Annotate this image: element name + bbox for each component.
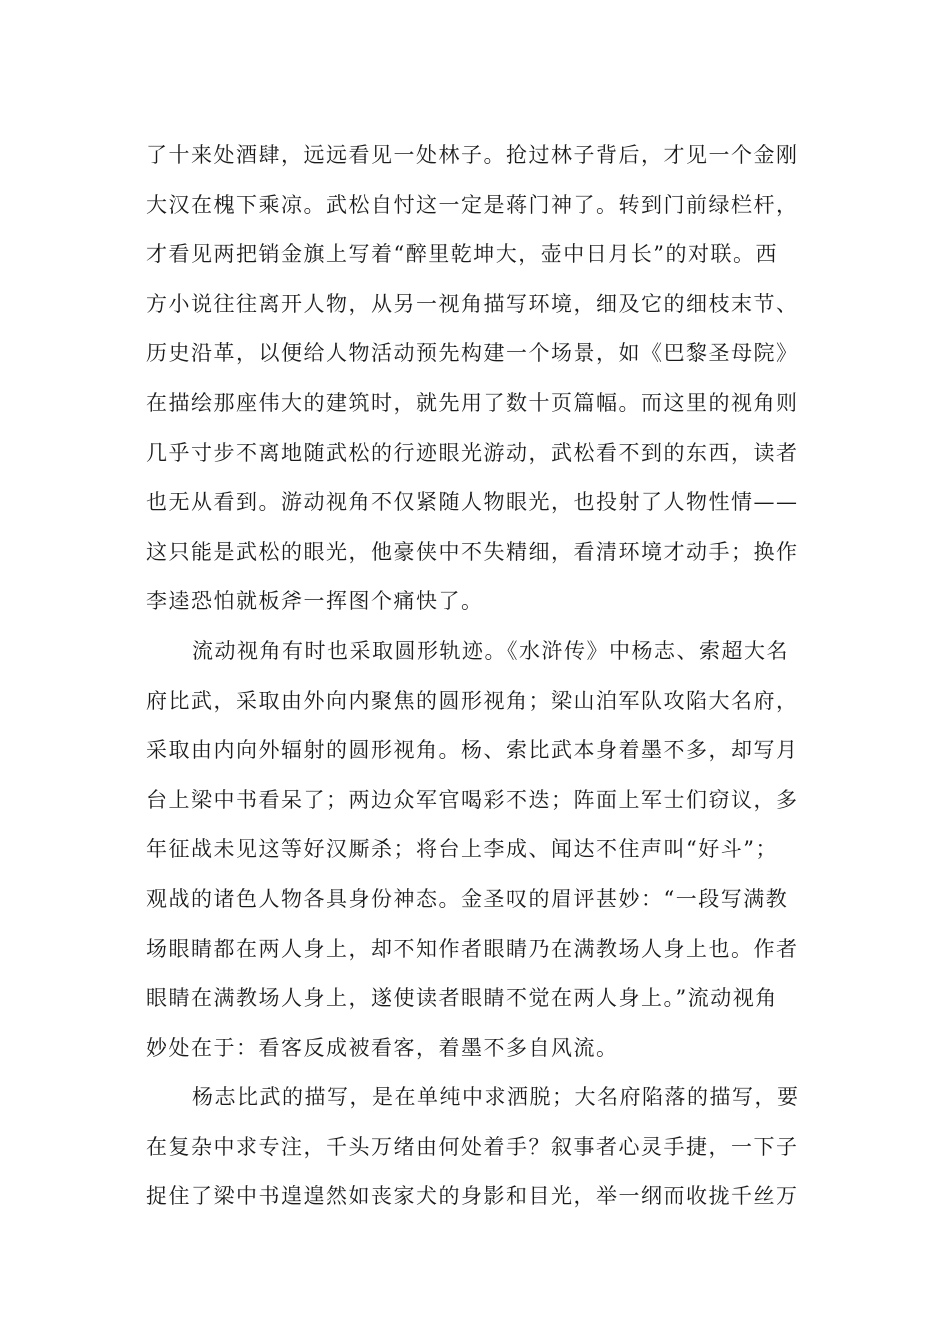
text-line: 在复杂中求专注，千头万绪由何处着手？叙事者心灵手捷，一下子 <box>146 1134 799 1159</box>
text-line: 大汉在槐下乘凉。武松自忖这一定是蒋门神了。转到门前绿栏杆， <box>146 192 799 217</box>
body-text <box>146 131 816 1222</box>
text-line: 方小说往往离开人物，从另一视角描写环境，细及它的细枝末节、 <box>146 291 799 316</box>
text-line: 妙处在于：看客反成被看客，着墨不多自风流。 <box>146 1035 619 1060</box>
paragraph-first-line: 杨志比武的描写，是在单纯中求洒脱；大名府陷落的描写，要 <box>192 1085 800 1110</box>
text-line: 采取由内向外辐射的圆形视角。杨、索比武本身着墨不多，却写月 <box>146 738 799 763</box>
paragraph-first-line: 流动视角有时也采取圆形轨迹。《水浒传》中杨志、索超大名 <box>192 638 789 663</box>
text-line: 年征战未见这等好汉厮杀；将台上李成、闻达不住声叫“好斗”； <box>146 837 778 862</box>
text-line: 在描绘那座伟大的建筑时，就先用了数十页篇幅。而这里的视角则 <box>146 390 799 415</box>
text-line: 才看见两把销金旗上写着“醉里乾坤大，壶中日月长”的对联。西 <box>146 242 778 267</box>
text-line: 了十来处酒肆，远远看见一处林子。抢过林子背后，才见一个金刚 <box>146 143 799 167</box>
text-line: 捉住了梁中书遑遑然如丧家犬的身影和目光，举一纲而收拢千丝万 <box>146 1184 799 1209</box>
text-line: 台上梁中书看呆了；两边众军官喝彩不迭；阵面上军士们窃议，多 <box>146 787 799 812</box>
text-line: 历史沿革，以便给人物活动预先构建一个场景，如《巴黎圣母院》 <box>146 341 799 366</box>
text-line: 场眼睛都在两人身上，却不知作者眼睛乃在满教场人身上也。作者 <box>146 936 799 961</box>
text-line: 眼睛在满教场人身上，遂使读者眼睛不觉在两人身上。”流动视角 <box>146 986 778 1011</box>
text-line: 这只能是武松的眼光，他豪侠中不失精细，看清环境才动手；换作 <box>146 539 799 564</box>
text-line: 观战的诸色人物各具身份神态。金圣叹的眉评甚妙：“一段写满教 <box>146 886 789 911</box>
text-line: 也无从看到。游动视角不仅紧随人物眼光，也投射了人物性情—— <box>146 490 799 515</box>
text-line: 府比武，采取由外向内聚焦的圆形视角；梁山泊军队攻陷大名府， <box>146 688 799 713</box>
text-line: 几乎寸步不离地随武松的行迹眼光游动，武松看不到的东西，读者 <box>146 440 799 465</box>
text-line: 李逵恐怕就板斧一挥图个痛快了。 <box>146 589 484 614</box>
